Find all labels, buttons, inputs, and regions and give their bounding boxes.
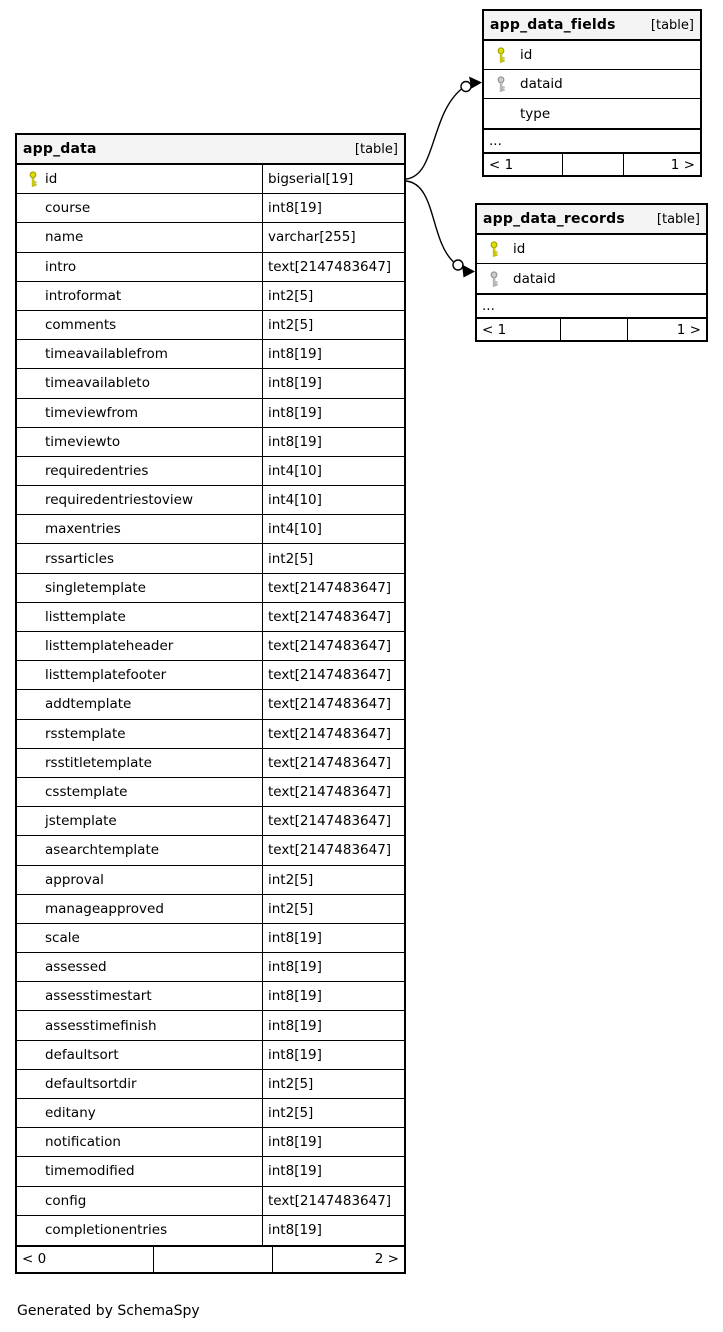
footer-children-count: < 1 xyxy=(482,321,507,338)
column-name-cell xyxy=(17,778,263,806)
column-name: rssarticles xyxy=(45,550,114,567)
column-name: id xyxy=(520,47,533,63)
column-type: int8[19] xyxy=(268,959,322,976)
column-row-notification xyxy=(17,1128,404,1157)
column-name: timemodified xyxy=(45,1163,135,1180)
column-name: completionentries xyxy=(45,1222,168,1239)
footer-parents-count: 1 > xyxy=(627,319,706,340)
column-name: timeavailableto xyxy=(45,375,150,392)
column-row-type xyxy=(484,99,700,128)
column-type: int2[5] xyxy=(268,317,314,334)
column-name: id xyxy=(513,241,526,257)
column-type: int8[19] xyxy=(268,346,322,363)
column-row-listtemplate xyxy=(17,603,404,632)
column-name: type xyxy=(520,105,551,122)
column-name-cell xyxy=(17,574,263,602)
column-name: manageapproved xyxy=(45,900,164,917)
column-name: maxentries xyxy=(45,521,121,538)
column-row-requiredentries xyxy=(17,457,404,486)
footer-middle-cell xyxy=(153,1247,272,1272)
column-name-cell xyxy=(17,924,263,952)
table-app_data_records xyxy=(475,203,708,342)
table-type-tag: [table] xyxy=(650,17,694,33)
column-name: config xyxy=(45,1192,87,1209)
column-name: asearchtemplate xyxy=(45,842,160,859)
column-type: bigserial[19] xyxy=(268,171,354,188)
column-row-timeviewfrom xyxy=(17,399,404,428)
column-name: requiredentries xyxy=(45,462,149,479)
column-name: timeviewto xyxy=(45,433,121,450)
column-type: int8[19] xyxy=(268,1017,322,1034)
connector-line-app_data-to-app_data_fields xyxy=(406,89,462,179)
column-type: int2[5] xyxy=(268,550,314,567)
column-row-id xyxy=(477,235,706,264)
column-type: text[2147483647] xyxy=(268,696,392,713)
column-row-manageapproved xyxy=(17,895,404,924)
column-name-cell xyxy=(17,340,263,368)
column-name: requiredentriestoview xyxy=(45,492,193,509)
column-rows xyxy=(484,41,700,128)
column-name: defaultsort xyxy=(45,1046,119,1063)
column-type: text[2147483647] xyxy=(268,754,392,771)
column-name-cell xyxy=(17,428,263,456)
table-name[interactable]: app_data_records xyxy=(483,211,625,227)
column-type: text[2147483647] xyxy=(268,579,392,596)
column-name-cell xyxy=(17,836,263,864)
column-name-cell xyxy=(484,70,700,98)
column-name-cell xyxy=(484,99,700,128)
column-row-rsstemplate xyxy=(17,720,404,749)
column-name: listtemplateheader xyxy=(45,638,174,655)
column-row-timeavailableto xyxy=(17,369,404,398)
column-type: text[2147483647] xyxy=(268,608,392,625)
column-name-cell xyxy=(17,369,263,397)
table-footer-app_data_records xyxy=(477,317,706,340)
column-type: int4[10] xyxy=(268,521,322,538)
column-name: scale xyxy=(45,929,80,946)
column-name: comments xyxy=(45,317,117,334)
column-row-timeavailablefrom xyxy=(17,340,404,369)
column-name-cell xyxy=(17,632,263,660)
footer-middle-cell xyxy=(560,319,627,340)
column-row-completionentries xyxy=(17,1216,404,1245)
column-row-csstemplate xyxy=(17,778,404,807)
column-type: text[2147483647] xyxy=(268,638,392,655)
column-name: assesstimestart xyxy=(45,988,152,1005)
primary-key-icon xyxy=(28,171,45,187)
footer-parents-count: 2 > xyxy=(272,1247,404,1272)
column-row-defaultsort xyxy=(17,1041,404,1070)
column-type: int2[5] xyxy=(268,287,314,304)
column-name: rsstemplate xyxy=(45,725,126,742)
column-rows xyxy=(477,235,706,293)
truncated-columns-indicator: ... xyxy=(477,293,706,317)
column-name: dataid xyxy=(513,270,556,287)
column-row-rssarticles xyxy=(17,544,404,573)
column-name-cell xyxy=(17,544,263,572)
column-type: text[2147483647] xyxy=(268,258,392,275)
column-type: int8[19] xyxy=(268,404,322,421)
column-name-cell xyxy=(477,235,706,263)
table-type-tag: [table] xyxy=(656,211,700,227)
column-name-cell xyxy=(17,311,263,339)
column-name-cell xyxy=(17,1157,263,1185)
column-name: jstemplate xyxy=(45,813,117,830)
connector-line-app_data-to-app_data_records xyxy=(406,181,454,262)
column-name-cell xyxy=(17,690,263,718)
column-name-cell xyxy=(17,194,263,222)
column-type: int8[19] xyxy=(268,929,322,946)
column-name-cell xyxy=(477,264,706,293)
column-name-cell xyxy=(17,515,263,543)
footer-children-count: < 1 xyxy=(489,156,514,173)
footer-middle-cell xyxy=(562,154,623,175)
column-row-approval xyxy=(17,866,404,895)
table-name[interactable]: app_data_fields xyxy=(490,17,616,33)
footer-children-count: < 0 xyxy=(22,1251,47,1268)
column-name: introformat xyxy=(45,287,122,304)
column-name: intro xyxy=(45,258,77,275)
column-type: int2[5] xyxy=(268,871,314,888)
column-row-intro xyxy=(17,253,404,282)
column-name: defaultsortdir xyxy=(45,1075,137,1092)
column-row-asearchtemplate xyxy=(17,836,404,865)
column-name-cell xyxy=(17,866,263,894)
column-name-cell xyxy=(17,982,263,1010)
column-name-cell xyxy=(17,223,263,251)
table-app_data_fields xyxy=(482,9,702,177)
column-row-id xyxy=(484,41,700,70)
column-name: singletemplate xyxy=(45,579,146,596)
column-row-assesstimefinish xyxy=(17,1011,404,1040)
column-type: int4[10] xyxy=(268,462,322,479)
column-name: course xyxy=(45,200,91,217)
column-row-jstemplate xyxy=(17,807,404,836)
column-name-cell xyxy=(17,661,263,689)
column-name-cell xyxy=(17,282,263,310)
column-type: text[2147483647] xyxy=(268,1192,392,1209)
column-name-cell xyxy=(17,253,263,281)
table-header-app_data_fields[interactable] xyxy=(484,11,700,41)
column-name: approval xyxy=(45,871,104,888)
column-row-listtemplatefooter xyxy=(17,661,404,690)
column-name-cell xyxy=(17,1041,263,1069)
column-name-cell xyxy=(17,165,263,193)
column-type: int2[5] xyxy=(268,1105,314,1122)
column-name: addtemplate xyxy=(45,696,132,713)
column-name-cell xyxy=(17,486,263,514)
column-name-cell xyxy=(17,807,263,835)
footer-parents-count: 1 > xyxy=(623,154,700,175)
column-row-addtemplate xyxy=(17,690,404,719)
primary-key-icon xyxy=(489,241,513,257)
column-name-cell xyxy=(17,1011,263,1039)
table-footer-app_data_fields xyxy=(484,152,700,175)
column-name: timeavailablefrom xyxy=(45,346,168,363)
column-name-cell xyxy=(17,953,263,981)
column-name-cell xyxy=(484,41,700,69)
column-name: timeviewfrom xyxy=(45,404,139,421)
column-name-cell xyxy=(17,895,263,923)
connector-arrowhead-records xyxy=(462,265,475,278)
column-name-cell xyxy=(17,1128,263,1156)
column-name-cell xyxy=(17,457,263,485)
foreign-key-icon xyxy=(489,271,513,287)
table-name[interactable]: app_data xyxy=(23,141,97,157)
column-name: listtemplatefooter xyxy=(45,667,167,684)
column-name: name xyxy=(45,229,84,246)
column-name: listtemplate xyxy=(45,608,126,625)
column-type: int2[5] xyxy=(268,1075,314,1092)
column-name: editany xyxy=(45,1105,96,1122)
table-type-tag: [table] xyxy=(354,141,398,157)
column-name-cell xyxy=(17,1099,263,1127)
column-type: int8[19] xyxy=(268,1046,322,1063)
column-row-timemodified xyxy=(17,1157,404,1186)
column-type: text[2147483647] xyxy=(268,667,392,684)
column-row-singletemplate xyxy=(17,574,404,603)
column-name: rsstitletemplate xyxy=(45,754,152,771)
column-type: int2[5] xyxy=(268,900,314,917)
table-header-app_data[interactable] xyxy=(17,135,404,165)
column-type: text[2147483647] xyxy=(268,784,392,801)
column-row-course xyxy=(17,194,404,223)
table-app_data xyxy=(15,133,406,1274)
column-row-introformat xyxy=(17,282,404,311)
truncated-columns-indicator: ... xyxy=(484,128,700,152)
column-name: dataid xyxy=(520,76,563,92)
table-header-app_data_records[interactable] xyxy=(477,205,706,235)
column-row-requiredentriestoview xyxy=(17,486,404,515)
column-type: int4[10] xyxy=(268,492,322,509)
column-row-comments xyxy=(17,311,404,340)
connector-circle-records xyxy=(453,260,463,270)
column-type: int8[19] xyxy=(268,1222,322,1239)
column-name-cell xyxy=(17,399,263,427)
column-name: id xyxy=(45,171,58,188)
column-name-cell xyxy=(17,720,263,748)
column-name: assesstimefinish xyxy=(45,1017,157,1034)
column-type: int8[19] xyxy=(268,375,322,392)
column-row-rsstitletemplate xyxy=(17,749,404,778)
column-row-id xyxy=(17,165,404,194)
column-type: text[2147483647] xyxy=(268,842,392,859)
column-name: csstemplate xyxy=(45,784,128,801)
column-name-cell xyxy=(17,603,263,631)
column-name-cell xyxy=(17,749,263,777)
column-type: int8[19] xyxy=(268,433,322,450)
column-row-defaultsortdir xyxy=(17,1070,404,1099)
primary-key-icon xyxy=(496,47,520,63)
column-name-cell xyxy=(17,1070,263,1098)
column-rows xyxy=(17,165,404,1245)
column-row-config xyxy=(17,1187,404,1216)
column-row-timeviewto xyxy=(17,428,404,457)
column-type: int8[19] xyxy=(268,1163,322,1180)
column-type: int8[19] xyxy=(268,200,322,217)
column-row-assesstimestart xyxy=(17,982,404,1011)
column-row-maxentries xyxy=(17,515,404,544)
column-row-name xyxy=(17,223,404,252)
column-type: int8[19] xyxy=(268,988,322,1005)
column-row-dataid xyxy=(477,264,706,293)
column-name-cell xyxy=(17,1187,263,1215)
column-type: text[2147483647] xyxy=(268,725,392,742)
column-name: notification xyxy=(45,1134,121,1151)
column-type: int8[19] xyxy=(268,1134,322,1151)
column-row-editany xyxy=(17,1099,404,1128)
column-name: assessed xyxy=(45,959,107,976)
generated-by-note: Generated by SchemaSpy xyxy=(17,1303,200,1319)
column-name-cell xyxy=(17,1216,263,1245)
column-type: varchar[255] xyxy=(268,229,356,246)
table-footer-app_data xyxy=(17,1245,404,1272)
column-row-scale xyxy=(17,924,404,953)
column-row-listtemplateheader xyxy=(17,632,404,661)
column-type: text[2147483647] xyxy=(268,813,392,830)
column-row-dataid xyxy=(484,70,700,99)
foreign-key-icon xyxy=(496,76,520,92)
column-row-assessed xyxy=(17,953,404,982)
connector-circle-fields xyxy=(461,82,471,92)
